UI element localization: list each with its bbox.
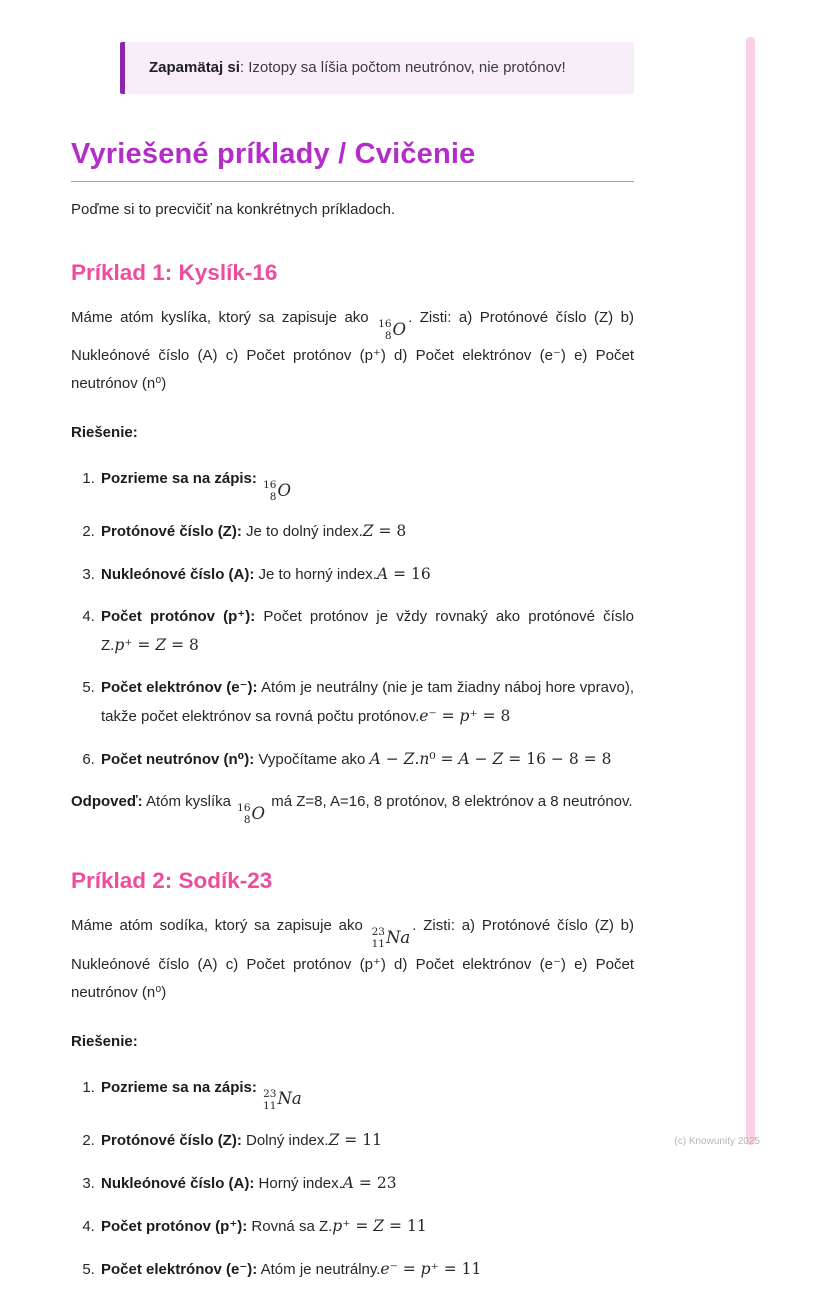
page-title: Vyriešené príklady / Cvičenie: [71, 138, 476, 170]
solution-step: 2. Protónové číslo (Z): Dolný index.Z = 11: [99, 1126, 634, 1155]
math-expression: A − Z.: [369, 750, 420, 769]
page-edge-decoration: [746, 37, 755, 1145]
solution-step: 2. Protónové číslo (Z): Je to dolný index.Z = 8: [99, 517, 634, 546]
solution-label-1: Riešenie:: [71, 424, 138, 442]
section-title-priklad-1: Príklad 1: Kyslík-16: [71, 260, 278, 285]
solution-step: 1. Pozrieme sa na zápis: 16 8 O: [99, 465, 634, 503]
isotope-notation: 23 11 Na: [263, 1087, 302, 1112]
math-expression: p⁺ = Z = 11: [332, 1216, 427, 1235]
math-expression: A = 23: [342, 1173, 397, 1192]
callout-note: [120, 42, 634, 94]
intro-paragraph: Poďme si to precvičiť na konkrétnych príkladoch.: [71, 201, 396, 218]
divider: [71, 181, 634, 182]
isotope-notation: 16 8 O: [237, 802, 266, 827]
math-expression: e⁻ = p⁺ = 11: [380, 1259, 482, 1278]
problem-statement-1: Máme atóm kyslíka, ktorý sa zapisuje ako 16 8 O . Zisti: a) Protónové číslo (Z) b) Nukleónové číslo (A) c) Počet protónov (p⁺) d) Počet elektrónov (e⁻) e) Počet neutrónov (n⁰): [71, 309, 634, 393]
solution-label-2: Riešenie:: [71, 1032, 138, 1050]
solution-step: 3. Nukleónové číslo (A): Je to horný index.A = 16: [99, 560, 634, 589]
math-expression: e⁻ = p⁺ = 8: [419, 707, 511, 726]
isotope-notation: 16 8 O: [263, 479, 291, 504]
math-expression: n⁰ = A − Z = 16 − 8 = 8: [419, 750, 612, 769]
math-expression: Z = 11: [328, 1130, 382, 1149]
solution-list-1: [71, 465, 634, 774]
solution-step: 5. Počet elektrónov (e⁻): Atóm je neutrálny (nie je tam žiadny náboj hore vpravo), takže počet elektrónov sa rovná počtu protónov.e⁻ = p⁺ = 8: [99, 674, 634, 731]
solution-step: 3. Nukleónové číslo (A): Horný index.A = 23: [99, 1169, 634, 1198]
footer-copyright: (c) Knowunity 2025: [674, 1136, 760, 1147]
document-content: [71, 0, 634, 1298]
solution-step: 1. Pozrieme sa na zápis: 23 11 Na: [99, 1074, 634, 1112]
callout-text: Zapamätaj si: Izotopy sa líšia počtom neutrónov, nie protónov!: [149, 59, 566, 76]
solution-list-2: [71, 1074, 634, 1284]
problem-statement-2: Máme atóm sodíka, ktorý sa zapisuje ako 23 11 Na . Zisti: a) Protónové číslo (Z) b) Nukleónové číslo (A) c) Počet protónov (p⁺) d) Počet elektrónov (e⁻) e) Počet neutrónov (n⁰): [71, 917, 634, 1001]
section-title-priklad-2: Príklad 2: Sodík-23: [71, 868, 273, 894]
math-expression: Z = 8: [362, 522, 407, 541]
solution-step: 6. Počet neutrónov (n⁰): Vypočítame ako A − Z.n⁰ = A − Z = 16 − 8 = 8: [99, 745, 634, 774]
answer-paragraph-1: Odpoveď: Atóm kyslíka 16 8 O má Z=8, A=16, 8 protónov, 8 elektrónov a 8 neutrónov.: [71, 793, 633, 827]
solution-step: 4. Počet protónov (p⁺): Rovná sa Z.p⁺ = Z = 11: [99, 1212, 634, 1241]
isotope-notation: 23 11 Na: [371, 926, 411, 951]
solution-step: 5. Počet elektrónov (e⁻): Atóm je neutrálny.e⁻ = p⁺ = 11: [99, 1255, 634, 1284]
math-expression: p⁺ = Z = 8: [114, 636, 199, 655]
math-expression: A = 16: [376, 565, 431, 584]
solution-step: 4. Počet protónov (p⁺): Počet protónov je vždy rovnaký ako protónové číslo Z.p⁺ = Z = 8: [99, 603, 634, 660]
isotope-notation: 16 8 O: [378, 318, 407, 343]
